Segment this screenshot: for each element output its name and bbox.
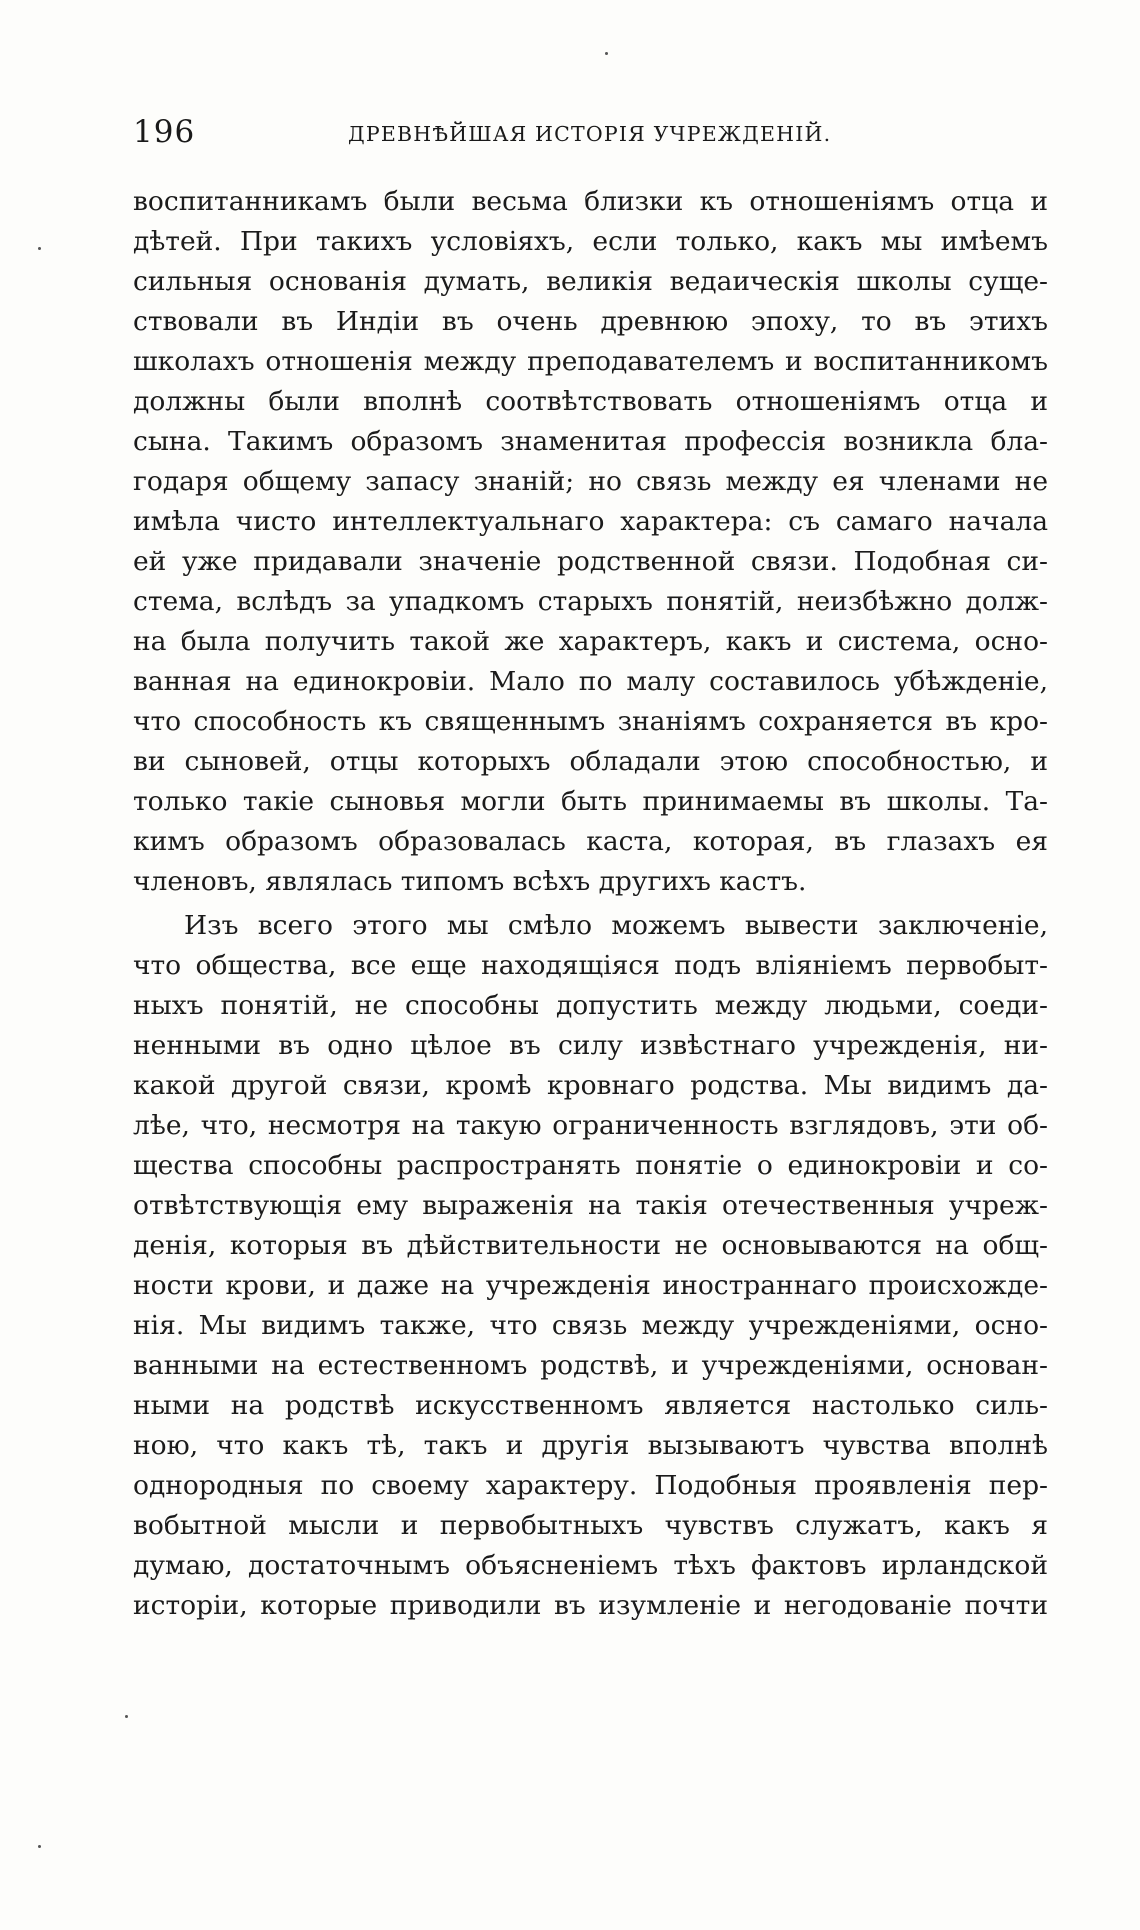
text-line: только такіе сыновья могли быть принимаемы въ школы. Та-: [133, 786, 1048, 817]
text-line: на была получить такой же характеръ, какъ и система, осно-: [133, 626, 1048, 657]
text-line: кимъ образомъ образовалась каста, которая, въ глазахъ ея: [133, 826, 1048, 857]
text-line: ненными въ одно цѣлое въ силу извѣстнаго учрежденія, ни-: [133, 1030, 1048, 1061]
text-line: воспитанникамъ были весьма близки къ отношеніямъ отца и: [133, 186, 1048, 217]
scan-speck: [605, 52, 608, 55]
text-line: стема, вслѣдъ за упадкомъ старыхъ понятій, неизбѣжно долж-: [133, 586, 1048, 617]
text-line: вобытной мысли и первобытныхъ чувствъ служатъ, какъ я: [133, 1510, 1048, 1541]
text-line: ванными на естественномъ родствѣ, и учрежденіями, основан-: [133, 1350, 1048, 1381]
text-line: ванная на единокровіи. Мало по малу составилось убѣжденіе,: [133, 666, 1048, 697]
body-text: [133, 182, 1048, 1626]
text-line: какой другой связи, кромѣ кровнаго родства. Мы видимъ да-: [133, 1070, 1048, 1101]
paragraph-1: [133, 182, 1048, 902]
text-line: думаю, достаточнымъ объясненіемъ тѣхъ фактовъ ирландской: [133, 1550, 1048, 1581]
text-line: годаря общему запасу знаній; но связь между ея членами не: [133, 466, 1048, 497]
text-line: имѣла чисто интеллектуальнаго характера: съ самаго начала: [133, 506, 1048, 537]
text-line: должны были вполнѣ соотвѣтствовать отношеніямъ отца и: [133, 386, 1048, 417]
paragraph-2: [133, 906, 1048, 1626]
text-line: щества способны распространять понятіе о единокровіи и со-: [133, 1150, 1048, 1181]
text-line: ными на родствѣ искусственномъ является настолько силь-: [133, 1390, 1048, 1421]
text-line: отвѣтствующія ему выраженія на такія отечественныя учреж-: [133, 1190, 1048, 1221]
text-line: однородныя по своему характеру. Подобныя проявленія пер-: [133, 1470, 1048, 1501]
text-line: Изъ всего этого мы смѣло можемъ вывести заключеніе,: [184, 910, 1048, 941]
text-line: что общества, все еще находящіяся подъ вліяніемъ первобыт-: [133, 950, 1048, 981]
text-line: ности крови, и даже на учрежденія иностраннаго происхожде-: [133, 1270, 1048, 1301]
text-line: сына. Такимъ образомъ знаменитая профессія возникла бла-: [133, 426, 1048, 457]
text-line: ныхъ понятій, не способны допустить между людьми, соеди-: [133, 990, 1048, 1021]
text-line: ною, что какъ тѣ, такъ и другія вызываютъ чувства вполнѣ: [133, 1430, 1048, 1461]
text-line: дѣтей. При такихъ условіяхъ, если только, какъ мы имѣемъ: [133, 226, 1048, 257]
text-line: денія, которыя въ дѣйствительности не основываются на общ-: [133, 1230, 1048, 1261]
page-header: [133, 112, 1048, 156]
scan-speck: [38, 247, 41, 250]
running-head: ДРЕВНѢЙШАЯ ИСТОРІЯ УЧРЕЖДЕНІЙ.: [348, 122, 832, 146]
text-line: сильныя основанія думать, великія ведаическія школы суще-: [133, 266, 1048, 297]
scan-speck: [125, 1715, 128, 1718]
text-line: исторіи, которые приводили въ изумленіе и негодованіе почти: [133, 1590, 1048, 1621]
text-line: школахъ отношенія между преподавателемъ и воспитанникомъ: [133, 346, 1048, 377]
scan-speck: [38, 1845, 41, 1848]
text-line: лѣе, что, несмотря на такую ограниченность взглядовъ, эти об-: [133, 1110, 1048, 1141]
text-line: нія. Мы видимъ также, что связь между учрежденіями, осно-: [133, 1310, 1048, 1341]
text-line: членовъ, являлась типомъ всѣхъ другихъ кастъ.: [133, 866, 807, 897]
text-line: ствовали въ Индіи въ очень древнюю эпоху, то въ этихъ: [133, 306, 1048, 337]
text-line: ей уже придавали значеніе родственной связи. Подобная си-: [133, 546, 1048, 577]
text-line: ви сыновей, отцы которыхъ обладали этою способностью, и: [133, 746, 1048, 777]
page-number: 196: [133, 114, 196, 150]
text-line: что способность къ священнымъ знаніямъ сохраняется въ кро-: [133, 706, 1048, 737]
